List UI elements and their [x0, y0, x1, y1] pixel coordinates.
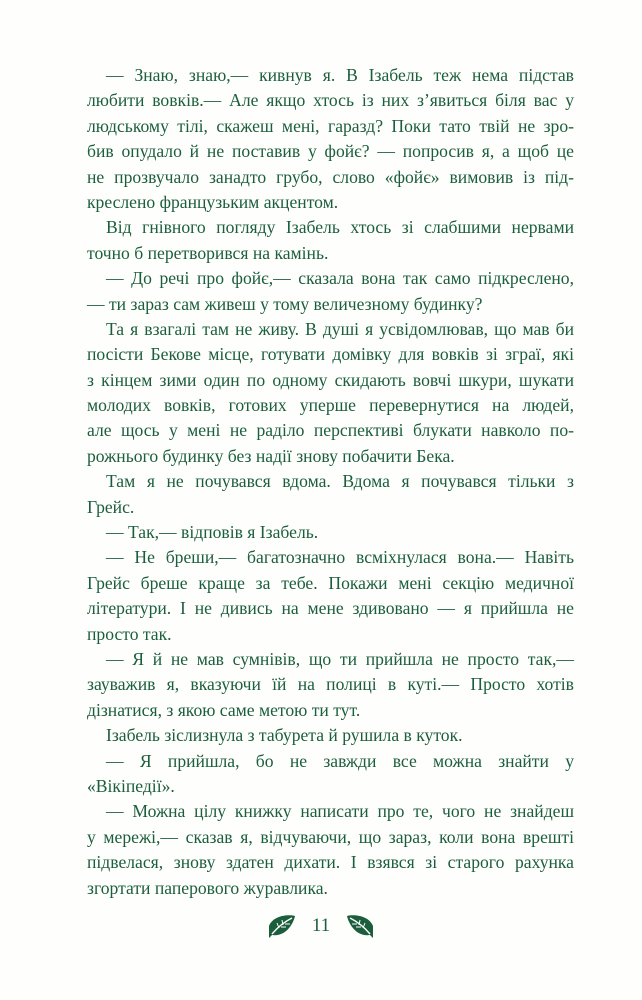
text-line: — Я й не мав сумнівів, що ти прийшла не просто так,—	[106, 648, 574, 669]
text-line: — Не бреши,— багатозначно всміхнулася вона.— Навіть	[106, 547, 574, 568]
text-line: — Так,— відповів я Ізабель.	[106, 522, 319, 543]
text-line: Та я взагалі там не живу. В душі я усвідомлював, що мав би	[106, 318, 574, 339]
leaf-icon	[345, 913, 375, 939]
text-line: зауважив я, вказуючи їй на полиці в куті.— Просто хотів	[87, 674, 574, 695]
text-line: не прозвучало занадто грубо, слово «фойє» вимовив із під-	[87, 166, 574, 187]
text-line: літератури. І не дивись на мене здивовано — я прийшла не	[87, 598, 574, 619]
text-line: просто так.	[87, 623, 172, 644]
text-line: підвелася, знову здатен дихати. І взявся зі старого рахунка	[87, 852, 574, 873]
text-line: — До речі про фойє,— сказала вона так само підкреслено,	[106, 268, 574, 289]
text-line: посісти Бекове місце, готувати домівку для вовків зі зграї, які	[87, 344, 574, 365]
text-line: Від гнівного погляду Ізабель хтось зі слабшими нервами	[106, 217, 574, 238]
text-line: бив опудало й не поставив у фойє? — попросив я, а щоб це	[87, 141, 574, 162]
text-line: — Знаю, знаю,— кивнув я. В Ізабель теж нема підстав	[106, 65, 574, 85]
text-line: — ти зараз сам живеш у тому величезному будинку?	[87, 293, 483, 314]
text-line: Там я не почувався вдома. Вдома я почувався тільки з	[106, 471, 574, 492]
text-line: але щось у мені не раділо перспективі блукати навколо по-	[87, 420, 574, 441]
leaf-icon	[267, 913, 297, 939]
text-line: рожнього будинку без надії знову побачити Бека.	[87, 445, 455, 466]
page-number: 11	[311, 915, 331, 936]
text-line: — Можна цілу книжку написати про те, чого не знайдеш	[106, 801, 574, 822]
text-line: Грейс.	[87, 496, 135, 517]
text-line: точно б перетворився на камінь.	[87, 242, 329, 263]
text-line: у мережі,— сказав я, відчуваючи, що зараз, коли вона врешті	[87, 826, 574, 847]
body-text	[87, 63, 574, 901]
text-line: «Вікіпедії».	[87, 775, 175, 796]
text-line: любити вовків.— Але якщо хтось із них з’явиться біля вас у	[87, 90, 574, 111]
text-line: з кінцем зими один по одному скидають вовчі шкури, шукати	[87, 369, 574, 390]
text-line: креслено французьким акцентом.	[87, 191, 339, 212]
text-line: людському тілі, скажеш мені, гаразд? Поки тато твій не зро-	[87, 115, 574, 136]
text-line: Грейс бреше краще за тебе. Покажи мені секцію медичної	[87, 572, 574, 593]
page-footer	[0, 908, 642, 944]
text-line: згортати паперового журавлика.	[87, 877, 328, 898]
text-line: молодих вовків, готових уперше перевернутися на людей,	[87, 395, 574, 416]
text-line: Ізабель зіслизнула з табурета й рушила в куток.	[106, 725, 463, 746]
text-line: дізнатися, з якою саме метою ти тут.	[87, 699, 361, 720]
text-line: — Я прийшла, бо не завжди все можна знайти у	[106, 750, 574, 771]
